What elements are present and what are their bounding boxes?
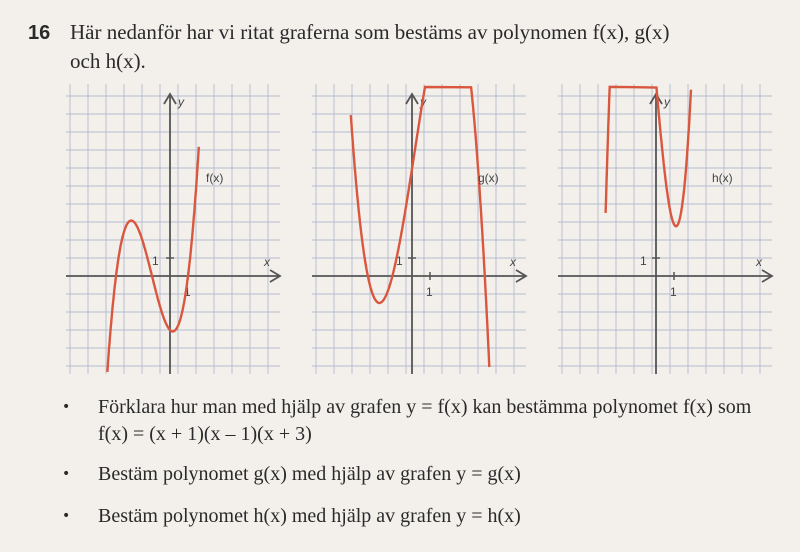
problem-text-line-1: Här nedanför har vi ritat graferna som bestäms av polynomen f(x), g(x) bbox=[70, 20, 670, 44]
graph-f-unit-x: 1 bbox=[184, 285, 191, 299]
problem-header bbox=[28, 18, 768, 76]
graph-h bbox=[558, 84, 780, 374]
graph-g-curve-label: g(x) bbox=[478, 171, 499, 185]
question-text-1: Förklara hur man med hjälp av grafen y = f(x) kan bestämma polynomet f(x) som f(x) = (x + 1)(x – 1)(x + 3) bbox=[98, 396, 752, 445]
graph-h-y-label: y bbox=[664, 95, 670, 109]
graph-g-svg bbox=[312, 84, 534, 374]
graph-g-unit-x: 1 bbox=[426, 285, 433, 299]
question-item-2 bbox=[62, 461, 782, 488]
graph-f bbox=[66, 84, 288, 374]
graph-h-curve-label: h(x) bbox=[712, 171, 733, 185]
graph-f-unit-y: 1 bbox=[152, 254, 159, 268]
graph-h-grid bbox=[558, 84, 772, 374]
question-item-3 bbox=[62, 503, 782, 530]
graph-g bbox=[312, 84, 534, 374]
graph-f-curve-label: f(x) bbox=[206, 171, 224, 185]
graph-h-curve bbox=[606, 87, 691, 226]
graph-g-unit-y: 1 bbox=[396, 254, 403, 268]
graph-h-unit-x: 1 bbox=[670, 285, 677, 299]
graph-h-unit-y: 1 bbox=[640, 254, 647, 268]
graph-g-x-label: x bbox=[510, 255, 516, 269]
graph-h-svg bbox=[558, 84, 780, 374]
question-text-3: Bestäm polynomet h(x) med hjälp av grafen y = h(x) bbox=[98, 505, 521, 527]
graph-g-y-label: y bbox=[420, 95, 426, 109]
question-item-1 bbox=[62, 394, 782, 448]
problem-number: 16 bbox=[28, 22, 51, 44]
problem-text-line-2: och h(x). bbox=[70, 49, 146, 73]
question-text-2: Bestäm polynomet g(x) med hjälp av grafen y = g(x) bbox=[98, 463, 521, 485]
graph-h-x-label: x bbox=[756, 255, 762, 269]
graph-g-curve bbox=[351, 87, 490, 367]
graph-f-svg bbox=[66, 84, 288, 374]
question-list bbox=[62, 394, 782, 544]
problem-text bbox=[70, 18, 768, 76]
graph-f-y-label: y bbox=[178, 95, 184, 109]
graph-f-x-label: x bbox=[264, 255, 270, 269]
